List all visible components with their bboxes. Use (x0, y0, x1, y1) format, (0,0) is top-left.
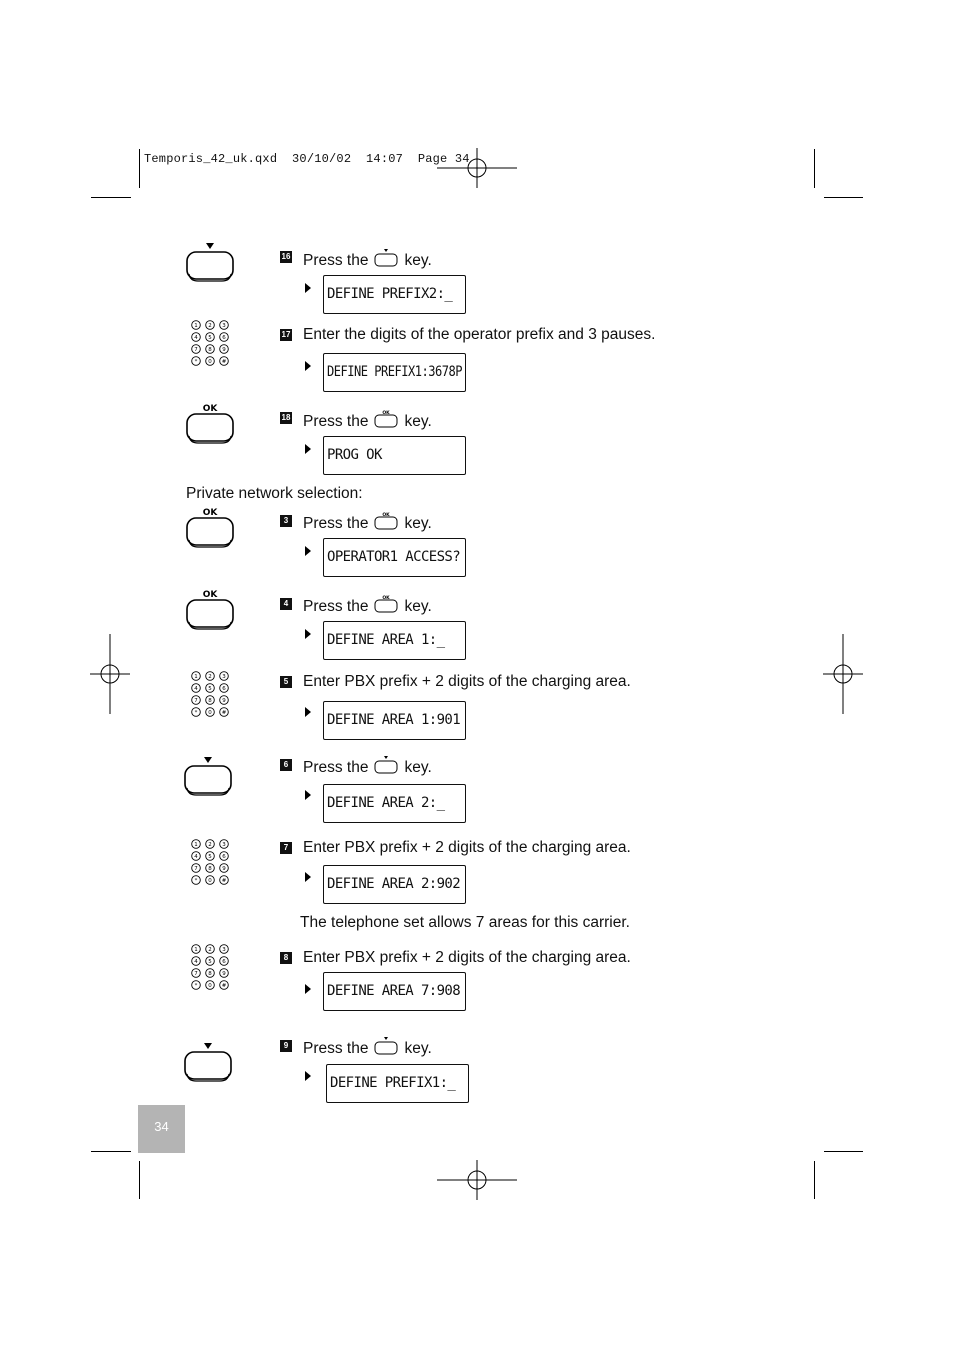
step-instruction (303, 249, 432, 270)
crop-mark (824, 1151, 863, 1152)
step-number: 5 (280, 676, 292, 688)
down-key-icon (374, 1037, 398, 1056)
press-text: Press the (303, 598, 369, 615)
down-key-icon (374, 756, 398, 775)
note-text: The telephone set allows 7 areas for this carrier. (300, 914, 630, 931)
result-arrow-icon (305, 283, 311, 293)
crop-mark (814, 1161, 815, 1199)
keypad-icon (188, 838, 232, 886)
step-number: 17 (281, 330, 291, 339)
press-text: Press the (303, 252, 369, 269)
step-number: 9 (280, 1040, 292, 1052)
step-instruction: Enter PBX prefix + 2 digits of the charging area. (303, 949, 631, 966)
ok-key-icon (184, 403, 236, 447)
registration-mark-icon (437, 1140, 517, 1220)
result-arrow-icon (305, 1071, 311, 1081)
registration-mark-icon (70, 634, 150, 714)
step-number: 6 (280, 759, 292, 771)
result-arrow-icon (305, 707, 311, 717)
down-key-icon (184, 241, 236, 285)
result-arrow-icon (305, 629, 311, 639)
lcd-display: DEFINE AREA 2:_ (323, 784, 466, 823)
down-key-icon (374, 249, 398, 268)
step-instruction: Enter PBX prefix + 2 digits of the charging area. (303, 839, 631, 856)
step-number: 16 (281, 252, 291, 261)
step-instruction (303, 595, 432, 616)
ok-key-icon (374, 410, 398, 429)
crop-mark (139, 1161, 140, 1199)
crop-mark (91, 197, 131, 198)
keypad-icon (188, 670, 232, 718)
step-instruction (303, 756, 432, 777)
lcd-display: OPERATOR1 ACCESS? (323, 538, 466, 577)
keypad-icon (188, 319, 232, 367)
step-instruction (303, 1037, 432, 1058)
ok-key-icon (184, 589, 236, 633)
result-arrow-icon (305, 984, 311, 994)
result-arrow-icon (305, 790, 311, 800)
step-number: 8 (280, 952, 292, 964)
down-key-icon (182, 755, 234, 799)
step-instruction (303, 410, 432, 431)
step-number: 3 (280, 515, 292, 527)
press-text: Press the (303, 515, 369, 532)
key-text: key. (404, 515, 432, 532)
result-arrow-icon (305, 872, 311, 882)
step-instruction: Enter PBX prefix + 2 digits of the charging area. (303, 673, 631, 690)
step-number: 7 (280, 842, 292, 854)
lcd-display: DEFINE AREA 2:902 (323, 865, 466, 904)
step-number: 18 (281, 413, 291, 422)
key-text: key. (404, 1040, 432, 1057)
press-text: Press the (303, 413, 369, 430)
lcd-display: DEFINE AREA 1:901 (323, 701, 466, 740)
ok-key-icon (184, 507, 236, 551)
lcd-display: DEFINE AREA 7:908 (323, 972, 466, 1011)
key-text: key. (404, 413, 432, 430)
step-number: 4 (280, 598, 292, 610)
key-text: key. (404, 759, 432, 776)
crop-mark (814, 149, 815, 188)
result-arrow-icon (305, 546, 311, 556)
key-text: key. (404, 252, 432, 269)
lcd-display: PROG OK (323, 436, 466, 475)
key-text: key. (404, 598, 432, 615)
registration-mark-icon (437, 128, 517, 208)
press-text: Press the (303, 759, 369, 776)
crop-mark (139, 149, 140, 188)
result-arrow-icon (305, 444, 311, 454)
press-text: Press the (303, 1040, 369, 1057)
lcd-display: DEFINE PREFIX2:_ (323, 275, 466, 314)
ok-key-icon (374, 595, 398, 614)
crop-mark (824, 197, 863, 198)
registration-mark-icon (803, 634, 883, 714)
lcd-display: DEFINE AREA 1:_ (323, 621, 466, 660)
step-instruction: Enter the digits of the operator prefix and 3 pauses. (303, 326, 656, 343)
keypad-icon (188, 943, 232, 991)
crop-mark (91, 1151, 131, 1152)
ok-key-icon (374, 512, 398, 531)
section-heading: Private network selection: (186, 485, 363, 502)
lcd-display: DEFINE PREFIX1:3678P (323, 353, 466, 392)
page-number: 34 (138, 1105, 185, 1153)
down-key-icon (182, 1041, 234, 1085)
file-slug-line: Temporis_42_uk.qxd 30/10/02 14:07 Page 34 (144, 152, 470, 166)
step-instruction (303, 512, 432, 533)
result-arrow-icon (305, 361, 311, 371)
lcd-display: DEFINE PREFIX1:_ (326, 1064, 469, 1103)
